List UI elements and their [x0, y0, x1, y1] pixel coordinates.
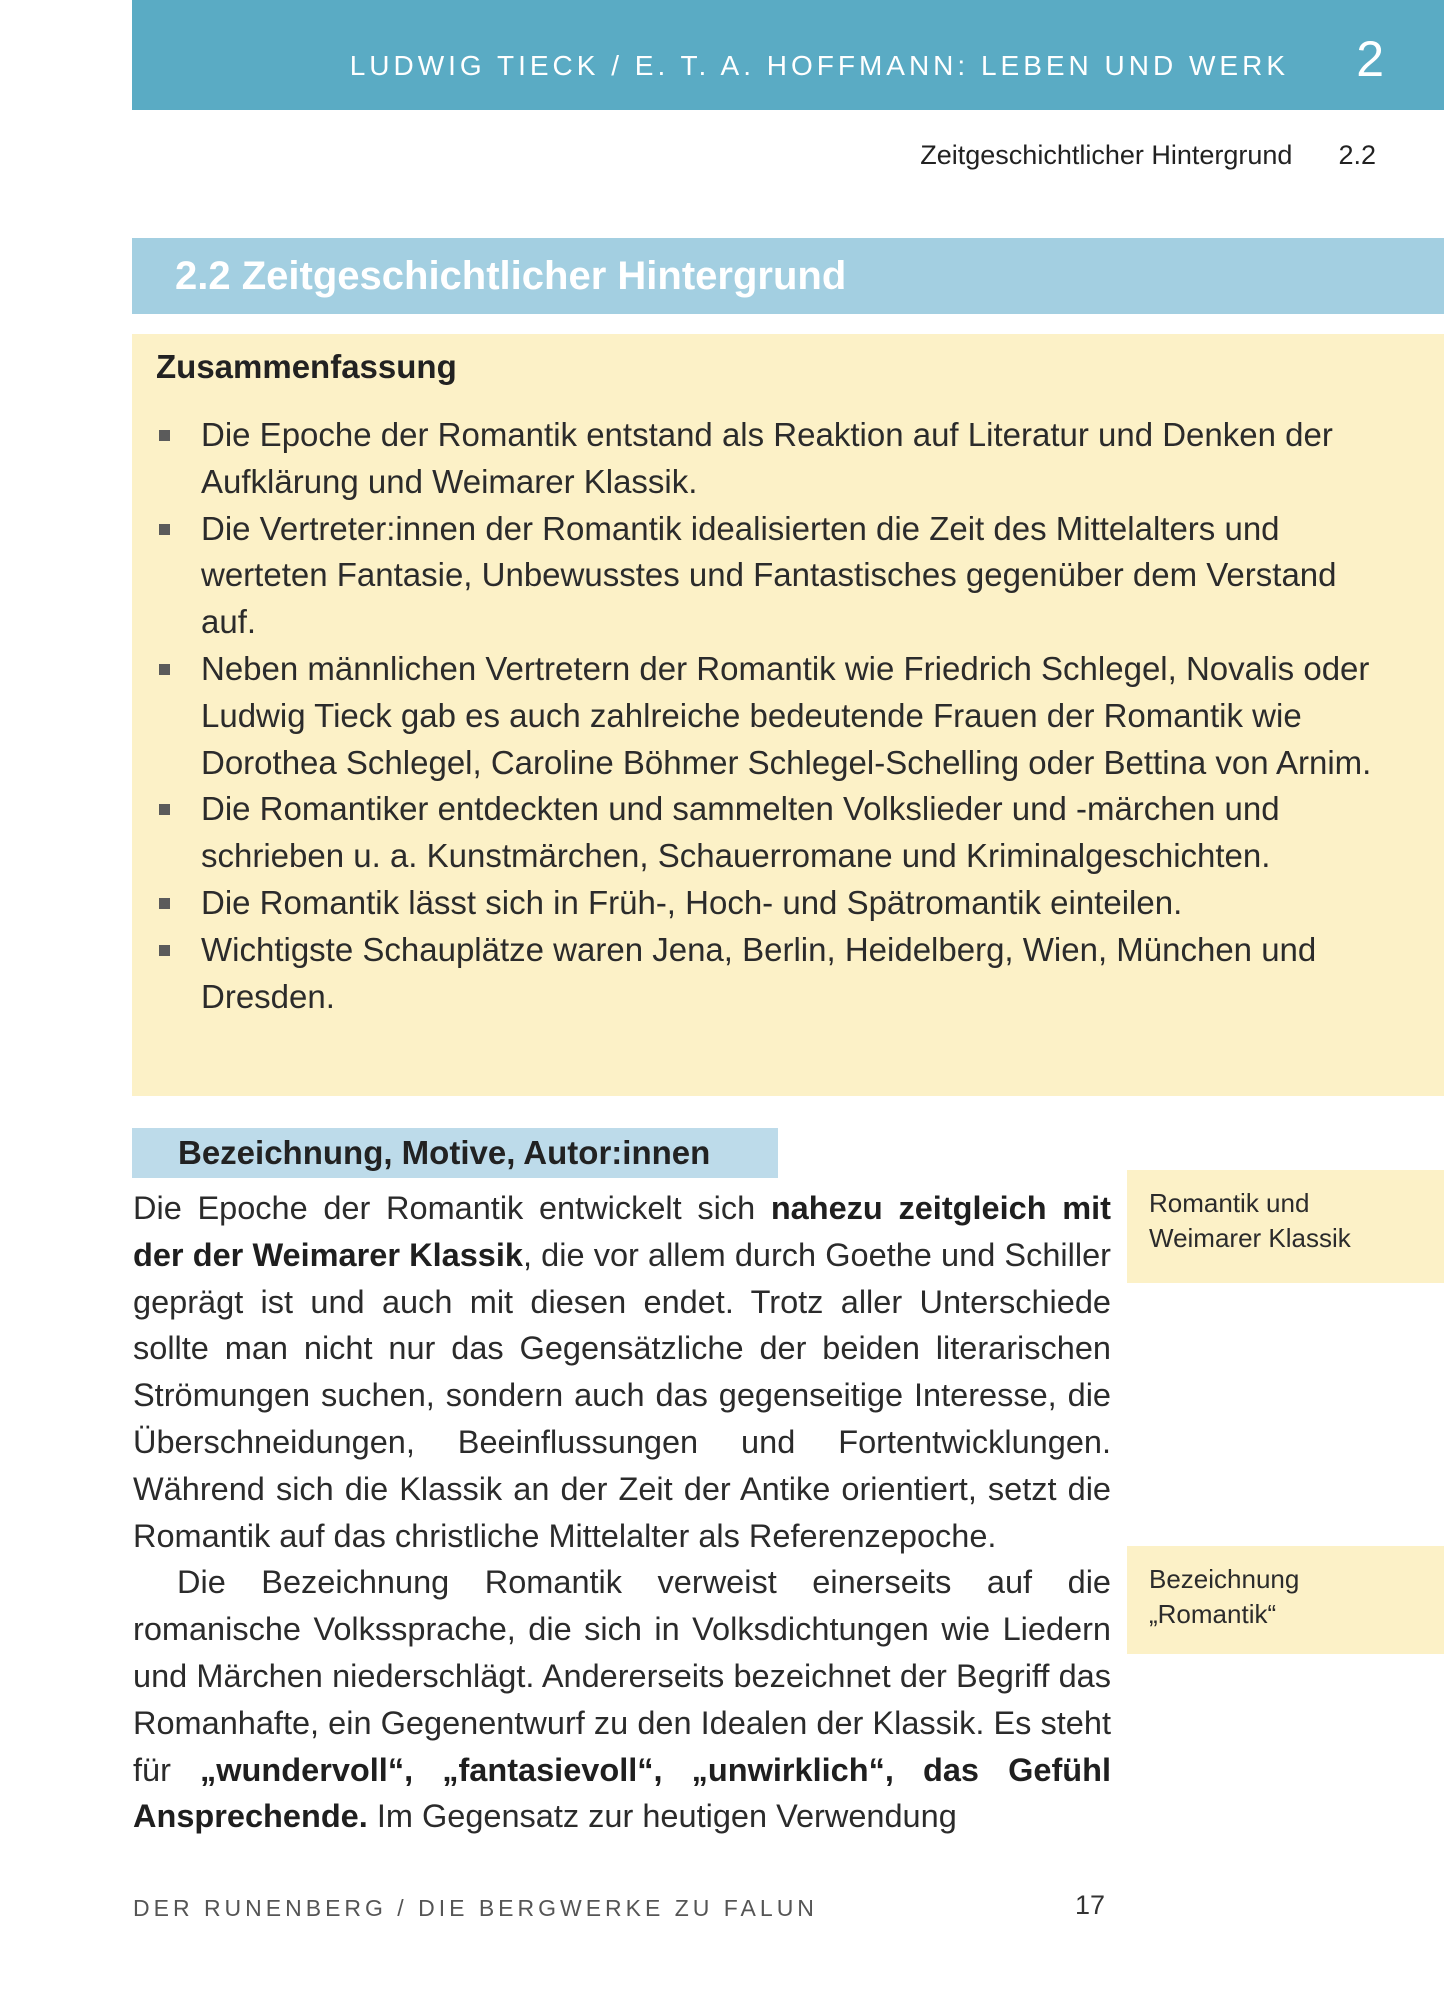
paragraph-2: Die Bezeichnung Romantik verweist einerseits auf die romanische Volkssprache, die sich in Volksdichtungen wie Liedern und Märchen niederschlägt. Andererseits bezeichnet der Begriff das Romanhafte, ein Gegenentwurf zu den Idealen der Klassik. Es steht für „wundervoll“, „fantasievoll“, „unwirklich“, das Gefühl Ansprechende. Im Gegensatz zur heutigen Verwendung [133, 1564, 1111, 1835]
running-head [920, 140, 1376, 171]
summary-item: Die Romantiker entdeckten und sammelten Volkslieder und -märchen und schrieben u. a. Kunstmärchen, Schauerromane und Kriminalgeschichten. [156, 786, 1384, 880]
square-bullet-icon [159, 664, 170, 675]
square-bullet-icon [159, 430, 170, 441]
summary-item: Wichtigste Schauplätze waren Jena, Berlin, Heidelberg, Wien, München und Dresden. [156, 927, 1384, 1021]
margin-note: Bezeichnung „Romantik“ [1127, 1546, 1444, 1654]
emphasis: „wundervoll“, „fantasievoll“, „unwirklich“, das Gefühl Ansprechende. [133, 1751, 1111, 1835]
page-number: 17 [1075, 1890, 1106, 1920]
summary-box [132, 334, 1444, 1096]
footer-book-title: DER RUNENBERG / DIE BERGWERKE ZU FALUN [133, 1895, 818, 1921]
body-text [133, 1185, 1111, 1840]
running-number: 2.2 [1338, 140, 1376, 170]
square-bullet-icon [159, 524, 170, 535]
summary-item: Die Vertreter:innen der Romantik idealisierten die Zeit des Mittelalters und werteten Fantasie, Unbewusstes und Fantastisches gegenüber dem Verstand auf. [156, 506, 1384, 646]
square-bullet-icon [159, 945, 170, 956]
chapter-title: LUDWIG TIECK / E. T. A. HOFFMANN: LEBEN UND WERK [349, 50, 1289, 81]
summary-heading: Zusammenfassung [156, 348, 457, 385]
summary-item: Die Epoche der Romantik entstand als Reaktion auf Literatur und Denken der Aufklärung und Weimarer Klassik. [156, 412, 1384, 506]
square-bullet-icon [159, 898, 170, 909]
emphasis: nahezu zeitgleich mit der der Weimarer Klassik [133, 1190, 1111, 1273]
square-bullet-icon [159, 804, 170, 815]
section-title: 2.2 Zeitgeschichtlicher Hintergrund [175, 254, 847, 298]
chapter-number: 2 [1356, 31, 1384, 87]
section-heading-band [132, 238, 1444, 314]
chapter-header-band [132, 0, 1444, 110]
subsection-heading-band [132, 1128, 778, 1178]
subsection-title: Bezeichnung, Motive, Autor:innen [178, 1134, 711, 1171]
summary-item: Die Romantik lässt sich in Früh-, Hoch- und Spätromantik einteilen. [156, 880, 1384, 927]
summary-list [156, 412, 1384, 1020]
paragraph-1: Die Epoche der Romantik entwickelt sich nahezu zeitgleich mit der der Weimarer Klassik, die vor allem durch Goethe und Schiller geprägt ist und auch mit diesen endet. Trotz aller Unterschiede sollte man nicht nur das Gegensätzliche der beiden literarischen Strömungen suchen, sondern auch das gegenseitige Interesse, die Überschneidungen, Beeinflussungen und Fortentwicklungen. Während sich die Klassik an der Zeit der Antike orientiert, setzt die Romantik auf das christliche Mittelalter als Referenzepoche. [133, 1190, 1111, 1554]
summary-item: Neben männlichen Vertretern der Romantik wie Friedrich Schlegel, Novalis oder Ludwig Tieck gab es auch zahlreiche bedeutende Frauen der Romantik wie Dorothea Schlegel, Caroline Böhmer Schlegel-Schelling oder Bettina von Arnim. [156, 646, 1384, 786]
running-title: Zeitgeschichtlicher Hintergrund [920, 140, 1293, 170]
margin-note: Romantik und Weimarer Klassik [1127, 1170, 1444, 1283]
